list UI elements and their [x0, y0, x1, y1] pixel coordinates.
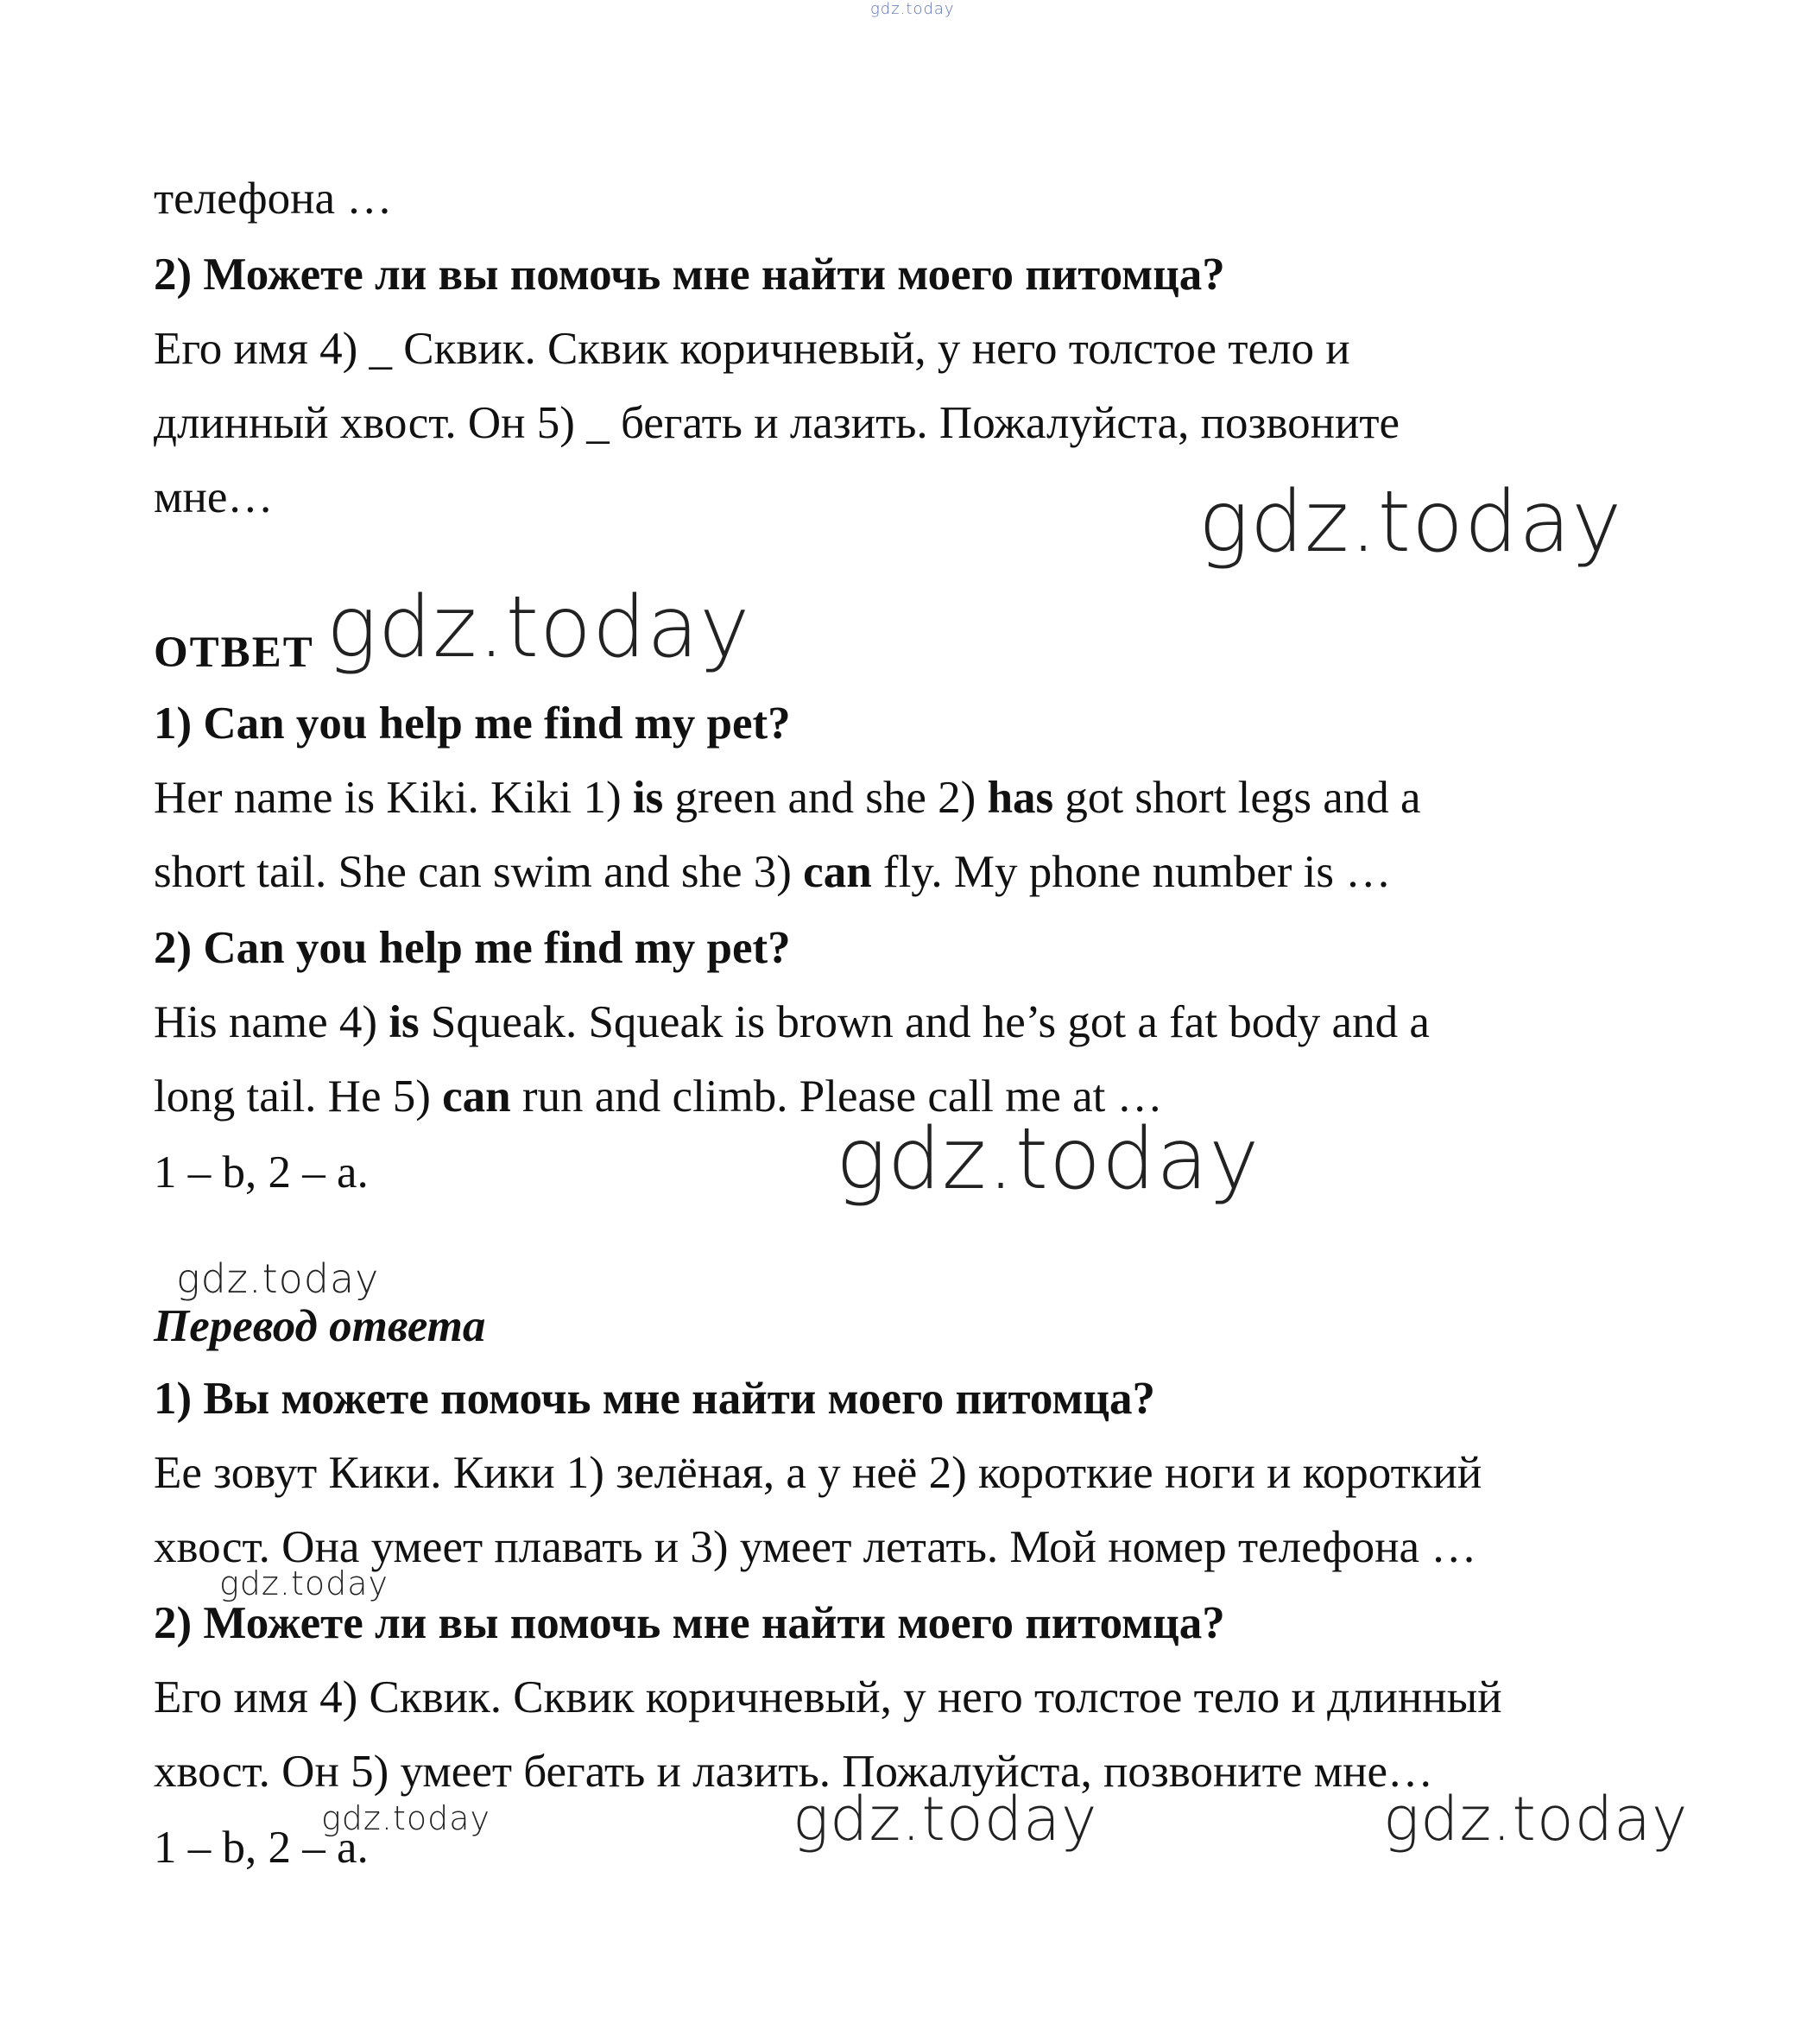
watermark-big-3: gdz.today [836, 1110, 1261, 1209]
translation-match: 1 – b, 2 – a. [154, 1823, 369, 1873]
answer-p1-text-d: got short legs and a [1053, 773, 1421, 823]
answer-title: ОТВЕТ [154, 629, 314, 677]
translation-line-2: хвост. Она умеет плавать и 3) умеет летать. Мой номер телефона … [154, 1522, 1477, 1572]
answer-p3-bold: is [389, 997, 420, 1047]
answer-p2-bold: can [803, 847, 872, 897]
translation-heading-1: 1) Вы можете помочь мне найти моего питомца? [154, 1374, 1156, 1424]
answer-heading-1: 1) Can you help me find my pet? [154, 698, 791, 749]
watermark-small-2: gdz.today [219, 1564, 389, 1602]
answer-paragraph-2 [154, 846, 1391, 898]
answer-p1-bold-1: is [632, 773, 664, 823]
translation-line-1: Ее зовут Кики. Кики 1) зелёная, а у неё 2) короткие ноги и короткий [154, 1448, 1482, 1498]
watermark-top: gdz.today [870, 0, 955, 18]
answer-p4-bold: can [442, 1071, 511, 1122]
watermark-big-2: gdz.today [326, 578, 751, 677]
answer-p1-bold-2: has [987, 773, 1054, 823]
task-heading-2: 2) Можете ли вы помочь мне найти моего питомца? [154, 250, 1225, 300]
answer-p4-text-a: long tail. He 5) [154, 1071, 443, 1122]
answer-p2-text-c: fly. My phone number is … [871, 847, 1392, 897]
task-line-1: телефона … [154, 174, 393, 224]
answer-p1-text-c: green and she 2) [663, 773, 988, 823]
answer-p3-text-c: Squeak. Squeak is brown and he’s got a fat body and a [419, 997, 1430, 1047]
answer-p1-text-a: Her name is Kiki. Kiki 1) [154, 773, 633, 823]
translation-line-3: Его имя 4) Сквик. Сквик коричневый, у него толстое тело и длинный [154, 1672, 1502, 1722]
task-line-3: длинный хвост. Он 5) _ бегать и лазить. Пожалуйста, позвоните [154, 398, 1400, 448]
watermark-mid-2: gdz.today [1383, 1784, 1689, 1855]
answer-p2-text-a: short tail. She can swim and she 3) [154, 847, 804, 897]
answer-heading-2: 2) Can you help me find my pet? [154, 923, 791, 973]
answer-p3-text-a: His name 4) [154, 997, 389, 1047]
watermark-small-1: gdz.today [176, 1255, 380, 1302]
translation-heading-2: 2) Можете ли вы помочь мне найти моего питомца? [154, 1598, 1225, 1648]
answer-p4-text-c: run and climb. Please call me at … [510, 1071, 1163, 1122]
answer-paragraph-3 [154, 996, 1430, 1048]
answer-match: 1 – b, 2 – a. [154, 1147, 369, 1198]
task-line-4: мне… [154, 472, 274, 522]
watermark-mid-1: gdz.today [793, 1784, 1098, 1855]
task-line-2: Его имя 4) _ Сквик. Сквик коричневый, у него толстое тело и [154, 324, 1350, 374]
translation-line-4: хвост. Он 5) умеет бегать и лазить. Пожалуйста, позвоните мне… [154, 1747, 1434, 1797]
watermark-big-1: gdz.today [1198, 473, 1623, 572]
answer-paragraph-1 [154, 772, 1421, 824]
watermark-small-3: gdz.today [321, 1799, 490, 1837]
translation-title: Перевод ответа [154, 1301, 486, 1351]
